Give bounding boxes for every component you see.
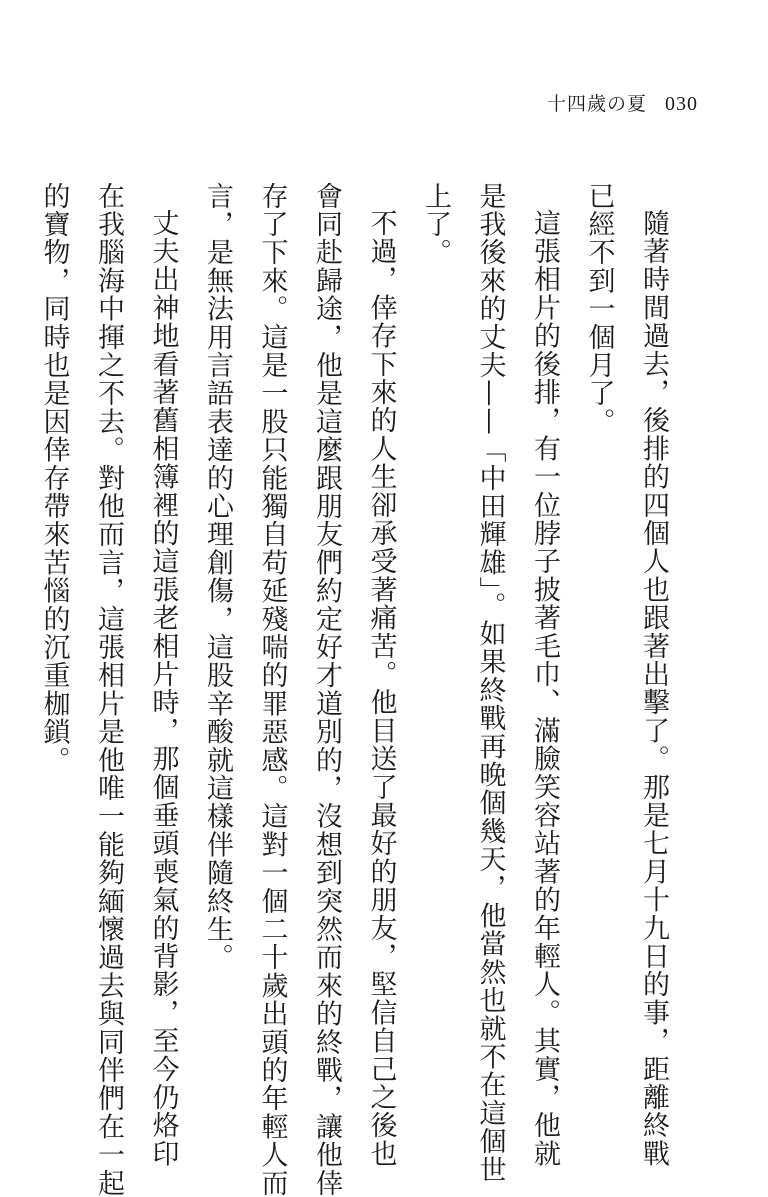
text-line-4: 是我後來的丈夫——「中田輝雄」。如果終戰再晚個幾天，他當然也就不在這個世 — [474, 182, 506, 1184]
text-line-1: 隨著時間過去，後排的四個人也跟著出擊了。那是七月十九日的事，距離終戰 — [638, 209, 669, 1168]
vertical-body-text — [26, 182, 680, 1197]
text-line-9: 言，是無法用言語表達的心理創傷，這股辛酸就這樣伴隨終生。 — [202, 182, 233, 972]
text-line-7: 會同赴歸途，他是這麼跟朋友們約定好才道別的，沒想到突然而來的終戰，讓他倖 — [311, 182, 342, 1197]
text-line-3: 這張相片的後排，有一位脖子披著毛巾、滿臉笑容站著的年輕人。其實，他就 — [529, 209, 560, 1168]
text-line-8: 存了下來。這是一股只能獨自苟延殘喘的罪惡感。這對一個二十歲出頭的年輕人而 — [256, 182, 288, 1197]
text-line-5: 上了。 — [420, 182, 451, 267]
text-line-10: 丈夫出神地看著舊相簿裡的這張老相片時，那個垂頭喪氣的背影，至今仍烙印 — [147, 209, 179, 1168]
text-line-6: 不過，倖存下來的人生卻承受著痛苦。他目送了最好的朋友，堅信自己之後也 — [365, 209, 397, 1168]
text-line-11: 在我腦海中揮之不去。對他而言，這張相片是他唯一能夠緬懷過去與同伴們在一起 — [93, 182, 124, 1197]
text-line-2: 已經不到一個月了。 — [583, 182, 615, 436]
chapter-title: 十四歲の夏 — [546, 93, 647, 115]
text-line-12: 的寶物，同時也是因倖存帶來苦惱的沉重枷鎖。 — [38, 182, 70, 775]
running-head — [547, 92, 698, 116]
page-number: 030 — [665, 93, 698, 115]
